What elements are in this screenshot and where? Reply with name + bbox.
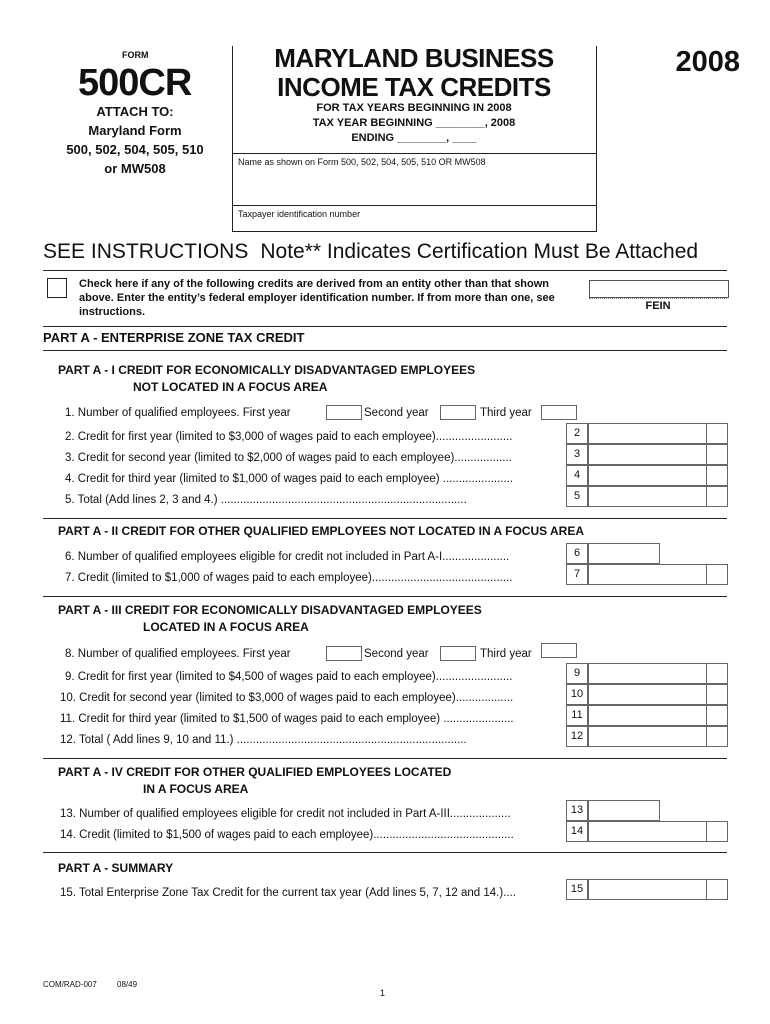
line-8-third-year-label: Third year	[480, 648, 532, 660]
attach-to-line-1: ATTACH TO:	[96, 104, 174, 119]
part-a4-title	[58, 764, 451, 798]
part-a3-title	[58, 602, 482, 636]
form-title	[236, 44, 592, 102]
line-11-amount-input[interactable]	[588, 705, 728, 726]
line-7-number: 7	[566, 564, 588, 585]
divider-rule	[43, 518, 727, 519]
line-9-amount-input[interactable]	[588, 663, 728, 684]
tax-year-sub-2[interactable]: TAX YEAR BEGINNING ________, 2008	[312, 117, 516, 129]
line-1-first-year-input[interactable]	[326, 405, 362, 420]
part-a1-title	[58, 362, 475, 396]
part-a-summary-title: PART A - SUMMARY	[58, 861, 174, 875]
line-13-number: 13	[566, 800, 588, 821]
entity-checkbox[interactable]	[47, 278, 67, 298]
line-14-amount-input[interactable]	[588, 821, 728, 842]
divider-rule	[43, 326, 727, 327]
line-6-number: 6	[566, 543, 588, 564]
line-4-amount-input[interactable]	[588, 465, 728, 486]
line-4-label: 4. Credit for third year (limited to $1,000 of wages paid to each employee) ......................	[65, 473, 514, 485]
line-14-number: 14	[566, 821, 588, 842]
line-15-number: 15	[566, 879, 588, 900]
line-10-label: 10. Credit for second year (limited to $3,000 of wages paid to each employee)..................	[60, 692, 514, 704]
part-a1-title-line-2: NOT LOCATED IN A FOCUS AREA	[133, 380, 328, 394]
tax-year-info	[236, 101, 592, 146]
part-a3-title-line-1: PART A - III CREDIT FOR ECONOMICALLY DISADVANTAGED EMPLOYEES	[58, 603, 482, 617]
line-7-label: 7. Credit (limited to $1,000 of wages paid to each employee)............................................	[65, 572, 513, 584]
line-2-label: 2. Credit for first year (limited to $3,000 of wages paid to each employee)........................	[65, 431, 513, 443]
line-12-number: 12	[566, 726, 588, 747]
line-8-second-year-input[interactable]	[440, 646, 476, 661]
line-13-count-input[interactable]	[588, 800, 660, 821]
line-3-label: 3. Credit for second year (limited to $2,000 of wages paid to each employee)..................	[65, 452, 512, 464]
line-14-label: 14. Credit (limited to $1,500 of wages paid to each employee)............................................	[60, 829, 514, 841]
certification-note: Note** Indicates Certification Must Be Attached	[260, 240, 699, 263]
divider-rule	[43, 852, 727, 853]
form-code-id: COM/RAD-007	[43, 980, 97, 989]
line-5-label: 5. Total (Add lines 2, 3 and 4.) .............................................................................	[65, 494, 467, 506]
line-8-label: 8. Number of qualified employees. First year	[65, 648, 291, 660]
part-a3-title-line-2: LOCATED IN A FOCUS AREA	[143, 620, 309, 634]
divider-rule	[43, 596, 727, 597]
line-1-second-year-input[interactable]	[440, 405, 476, 420]
tin-field-label: Taxpayer identification number	[238, 209, 361, 219]
line-5-amount-input[interactable]	[588, 486, 728, 507]
fein-input[interactable]	[589, 280, 729, 298]
part-a4-title-line-2: IN A FOCUS AREA	[143, 782, 249, 796]
line-10-amount-input[interactable]	[588, 684, 728, 705]
name-field-label: Name as shown on Form 500, 502, 504, 505, 510 OR MW508	[238, 157, 486, 167]
tin-field-bottom-rule	[233, 231, 597, 232]
divider-rule	[43, 758, 727, 759]
name-field-top-rule	[233, 153, 597, 154]
attach-to-block	[40, 102, 230, 178]
line-2-amount-input[interactable]	[588, 423, 728, 444]
line-5-number: 5	[566, 486, 588, 507]
instructions-banner	[43, 240, 698, 264]
line-7-amount-input[interactable]	[588, 564, 728, 585]
line-3-number: 3	[566, 444, 588, 465]
line-11-label: 11. Credit for third year (limited to $1,500 of wages paid to each employee) ......................	[60, 713, 514, 725]
part-a1-title-line-1: PART A - I CREDIT FOR ECONOMICALLY DISADVANTAGED EMPLOYEES	[58, 363, 476, 377]
page-number: 1	[380, 988, 386, 998]
attach-to-line-3: 500, 502, 504, 505, 510	[66, 142, 204, 157]
tin-field-top-rule[interactable]	[233, 205, 597, 206]
line-1-label: 1. Number of qualified employees. First year	[65, 407, 291, 419]
attach-to-line-2: Maryland Form	[88, 123, 182, 138]
tax-year-sub-3[interactable]: ENDING ________, ____	[351, 132, 477, 144]
line-1-second-year-label: Second year	[364, 407, 429, 419]
line-11-number: 11	[566, 705, 588, 726]
tax-year-sub-1: FOR TAX YEARS BEGINNING IN 2008	[316, 102, 512, 114]
line-6-label: 6. Number of qualified employees eligible for credit not included in Part A-I.....................	[65, 551, 510, 563]
line-6-count-input[interactable]	[588, 543, 660, 564]
line-12-label: 12. Total ( Add lines 9, 10 and 11.) ........................................................................	[60, 734, 467, 746]
part-a4-title-line-1: PART A - IV CREDIT FOR OTHER QUALIFIED EMPLOYEES LOCATED	[58, 765, 452, 779]
fein-rule	[589, 298, 727, 299]
line-15-label: 15. Total Enterprise Zone Tax Credit for the current tax year (Add lines 5, 7, 12 and 14.)....	[60, 887, 516, 899]
line-2-number: 2	[566, 423, 588, 444]
divider-rule	[43, 270, 727, 271]
line-13-label: 13. Number of qualified employees eligible for credit not included in Part A-III...................	[60, 808, 511, 820]
line-9-label: 9. Credit for first year (limited to $4,500 of wages paid to each employee)........................	[65, 671, 513, 683]
line-4-number: 4	[566, 465, 588, 486]
line-12-amount-input[interactable]	[588, 726, 728, 747]
line-3-amount-input[interactable]	[588, 444, 728, 465]
form-title-line-2: INCOME TAX CREDITS	[277, 72, 551, 102]
entity-check-text: Check here if any of the following credits are derived from an entity other than that shown above. Enter the entity’s federal employer identification number. If from more than one, see instructions.	[79, 278, 555, 318]
divider-rule	[43, 350, 727, 351]
line-9-number: 9	[566, 663, 588, 684]
line-15-amount-input[interactable]	[588, 879, 728, 900]
line-8-first-year-input[interactable]	[326, 646, 362, 661]
line-8-third-year-input[interactable]	[541, 643, 577, 658]
line-1-third-year-input[interactable]	[541, 405, 577, 420]
form-code-date: 08/49	[117, 980, 138, 989]
see-instructions-text: SEE INSTRUCTIONS	[43, 240, 249, 263]
part-a2-title: PART A - II CREDIT FOR OTHER QUALIFIED EMPLOYEES NOT LOCATED IN A FOCUS AREA	[58, 524, 585, 538]
line-8-second-year-label: Second year	[364, 648, 429, 660]
line-1-third-year-label: Third year	[480, 407, 532, 419]
attach-to-line-4: or MW508	[104, 161, 166, 176]
form-title-line-1: MARYLAND BUSINESS	[274, 43, 554, 73]
tax-year: 2008	[675, 46, 740, 78]
form-number: 500CR	[78, 62, 192, 104]
form-code	[43, 980, 137, 989]
line-10-number: 10	[566, 684, 588, 705]
fein-label: FEIN	[645, 300, 671, 312]
part-a-title: PART A - ENTERPRISE ZONE TAX CREDIT	[43, 330, 305, 345]
form-label: FORM	[122, 50, 149, 60]
